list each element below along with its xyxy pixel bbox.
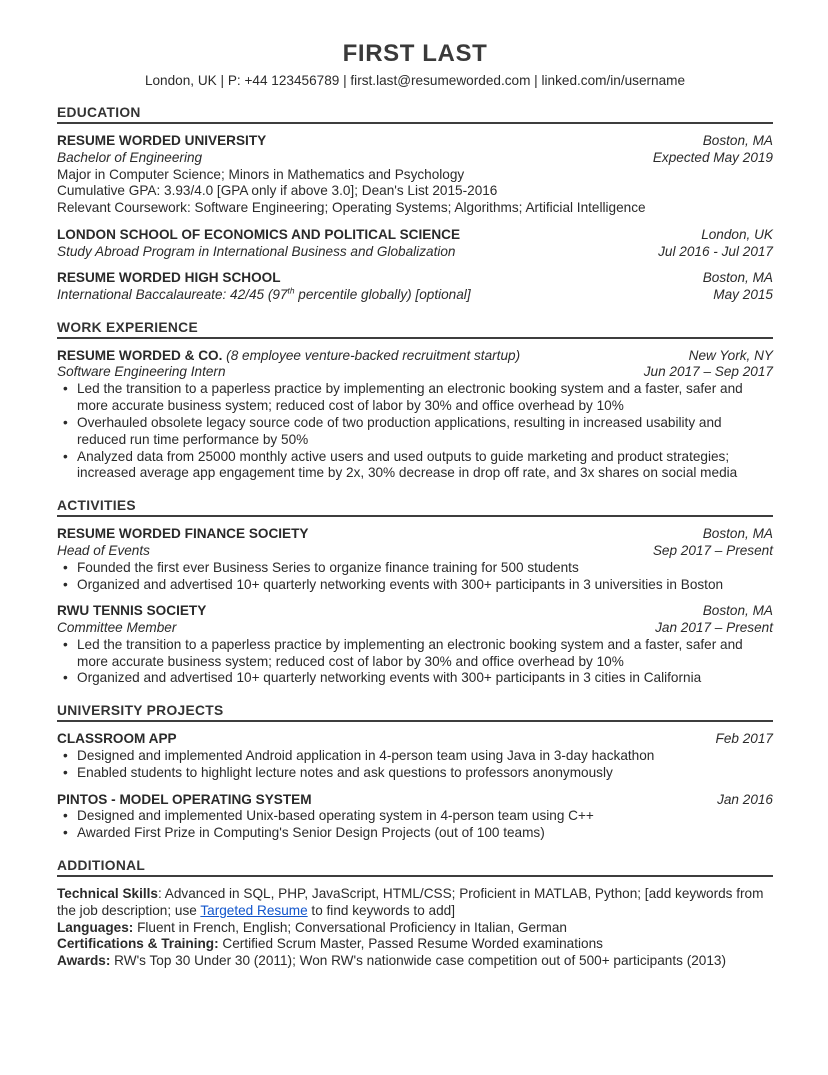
text-run: Awarded First Prize in Computing's Senior Design Projects (out of 100 teams) [77,825,545,841]
entry-dates: Jan 2017 – Present [655,620,773,636]
bullet-item [57,577,773,594]
entry-heading [57,792,703,809]
text-run: Organized and advertised 10+ quarterly networking events with 300+ participants in 3 cities in California [77,670,702,686]
entry-heading-right: Boston, MA [702,270,773,286]
entry-dates: Jun 2017 – Sep 2017 [643,364,773,380]
entry-heading [57,603,689,620]
entry-heading [57,348,675,365]
detail-line [57,953,773,970]
bullet-item [57,381,773,415]
detail-line [57,183,773,200]
entry-dates: Sep 2017 – Present [652,542,773,558]
resume-body [57,105,773,969]
section-title: WORK EXPERIENCE [57,320,773,339]
detail-line [57,167,773,184]
detail-line [57,920,773,937]
entry-heading-row [57,603,773,620]
entry-heading-right: Feb 2017 [715,731,773,747]
bullet-item [57,415,773,449]
entry-dates: Jul 2016 - Jul 2017 [658,243,773,259]
bullet-item [57,560,773,577]
entry-heading [57,270,689,287]
entry-heading [57,526,689,543]
entry-heading-right: Boston, MA [702,603,773,619]
entry-heading [57,227,687,244]
entry-heading-row [57,270,773,287]
entry-heading-row [57,227,773,244]
entry-subheading [57,364,630,381]
text-run: Analyzed data from 25000 monthly active users and used outputs to guide marketing and product strategies; increased average app engagement time by 2x, 30% decrease in drop off rate, and 3x shares on social media [77,448,738,481]
text-run: LONDON SCHOOL OF ECONOMICS AND POLITICAL SCIENCE [57,226,461,242]
bullet-list [57,808,773,842]
text-run: Led the transition to a paperless practice by implementing an electronic booking system and a faster, safer and more accurate business system; reduced cost of labor by 30% and office overhead by 10% [77,636,743,669]
bullet-list [57,560,773,594]
entry-heading-row [57,731,773,748]
entry-heading-right: Jan 2016 [717,791,773,807]
text-run: Organized and advertised 10+ quarterly networking events with 300+ participants in 3 universities in Boston [77,576,724,592]
text-run: Overhauled obsolete legacy source code of two production applications, resulting in increased usability and reduced run time performance by 50% [77,414,722,447]
bullet-list [57,637,773,688]
section-education [57,105,773,303]
text-run: Technical Skills [57,886,158,902]
bullet-item [57,748,773,765]
entry-heading-right: Boston, MA [702,526,773,542]
section-title: EDUCATION [57,105,773,124]
text-run: : Advanced in SQL, PHP, JavaScript, HTML/CSS; Proficient in MATLAB, Python; [add keywords from the job description; use [57,886,764,918]
entry-heading-row [57,348,773,365]
text-run: Languages: [57,919,134,935]
entry-heading-right: New York, NY [688,347,773,363]
text-run: Designed and implemented Android application in 4-person team using Java in 3-day hackathon [77,748,655,764]
entry-subheading [57,620,641,637]
bullet-list [57,381,773,482]
text-run: PINTOS - MODEL OPERATING SYSTEM [57,791,312,807]
bullet-item [57,765,773,782]
bullet-item [57,670,773,687]
entry-subheading-row [57,364,773,381]
bullet-item [57,808,773,825]
entry-subheading [57,244,644,261]
entry [57,270,773,303]
entry-heading-right: London, UK [701,226,773,242]
detail-line [57,886,773,919]
entry-dates: May 2015 [713,287,773,303]
text-run: Fluent in French, English; Conversational Proficiency in Italian, German [133,919,567,935]
text-run: CLASSROOM APP [57,731,177,747]
targeted-resume-link[interactable]: Targeted Resume [200,902,308,918]
section-activities [57,498,773,687]
text-run: RW's Top 30 Under 30 (2011); Won RW's nationwide case competition out of 500+ participants (2013) [110,953,726,969]
entry-subheading-row [57,543,773,560]
entry-subheading [57,287,699,304]
entry [57,603,773,687]
entry-heading-row [57,792,773,809]
entry-heading-right: Boston, MA [702,133,773,149]
text-run: Relevant Coursework: Software Engineering; Operating Systems; Algorithms; Artificial Intelligence [57,200,646,216]
person-name: FIRST LAST [342,40,488,67]
text-run: Study Abroad Program in International Business and Globalization [57,243,456,259]
text-run: Awards: [57,953,111,969]
resume-header [57,40,773,89]
entry-subheading-row [57,244,773,261]
text-run: Certifications & Training: [57,936,219,952]
text-run: RWU TENNIS SOCIETY [57,603,207,619]
section-work-experience [57,320,773,483]
section-additional [57,858,773,970]
entry-subheading-row [57,150,773,167]
detail-line [57,936,773,953]
text-run: Enabled students to highlight lecture notes and ask questions to professors anonymously [77,764,613,780]
entry [57,731,773,781]
bullet-list [57,748,773,782]
entry-subheading-row [57,287,773,304]
text-run: Committee Member [57,620,177,636]
text-run: Cumulative GPA: 3.93/4.0 [GPA only if above 3.0]; Dean's List 2015-2016 [57,183,498,199]
section-title: UNIVERSITY PROJECTS [57,703,773,722]
section-university-projects [57,703,773,842]
bullet-item [57,449,773,483]
entry-heading-row [57,526,773,543]
text-run: Bachelor of Engineering [57,149,203,165]
entry-heading-row [57,133,773,150]
text-run: Led the transition to a paperless practice by implementing an electronic booking system and a faster, safer and more accurate business system; reduced cost of labor by 30% and office overhead by 10% [77,381,743,414]
text-run: Major in Computer Science; Minors in Mathematics and Psychology [57,166,465,182]
text-run: Designed and implemented Unix-based operating system in 4-person team using C++ [77,808,594,824]
text-run: to find keywords to add] [307,902,455,918]
bullet-item [57,637,773,671]
entry-subheading [57,150,639,167]
entry [57,526,773,593]
text-run: RESUME WORDED & CO. [57,347,223,363]
entry-subheading-row [57,620,773,637]
text-run: percentile globally) [optional] [294,287,471,303]
contact-line: London, UK | P: +44 123456789 | first.last@resumeworded.com | linked.com/in/username [144,72,686,88]
entry [57,133,773,217]
text-run: Founded the first ever Business Series to organize finance training for 500 students [77,559,579,575]
section-title: ADDITIONAL [57,858,773,877]
text-run: International Baccalaureate: 42/45 (97 [57,287,288,303]
text-run: th [287,285,295,296]
detail-line [57,200,773,217]
text-run: (8 employee venture-backed recruitment startup) [222,347,521,363]
entry [57,886,773,970]
entry [57,792,773,842]
bullet-item [57,825,773,842]
entry [57,348,773,483]
text-run: Certified Scrum Master, Passed Resume Worded examinations [218,936,603,952]
text-run: Software Engineering Intern [57,364,226,380]
text-run: RESUME WORDED HIGH SCHOOL [57,270,281,286]
entry-heading [57,731,702,748]
text-run: RESUME WORDED FINANCE SOCIETY [57,526,309,542]
entry [57,227,773,260]
text-run: Head of Events [57,542,150,558]
entry-subheading [57,543,639,560]
entry-dates: Expected May 2019 [652,149,773,165]
text-run: RESUME WORDED UNIVERSITY [57,133,267,149]
entry-heading [57,133,689,150]
section-title: ACTIVITIES [57,498,773,517]
